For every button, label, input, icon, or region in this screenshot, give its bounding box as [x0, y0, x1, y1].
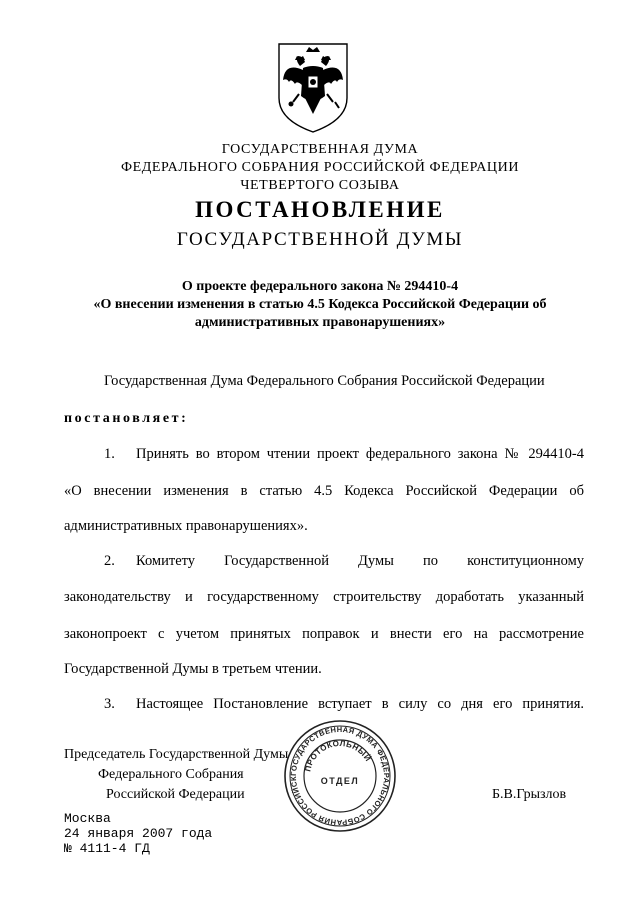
header-line-duma: ГОСУДАРСТВЕННАЯ ДУМА	[221, 142, 419, 157]
signatory-title-line-2: Федерального Собрания	[98, 767, 244, 782]
item-1-number: 1.	[104, 446, 115, 462]
stamp-ring-text: ГОСУДАРСТВЕННАЯ ДУМА ФЕДЕРАЛЬНОГО СОБРАНИЯ РОССИЙСК	[288, 724, 392, 828]
subject-line-2: «О внесении изменения в статью 4.5 Кодекса Российской Федерации об	[93, 297, 547, 312]
item-2-line: законопроект с учетом принятых поправок и внести его на рассмотрение	[64, 626, 584, 642]
header-line-assembly: ФЕДЕРАЛЬНОГО СОБРАНИЯ РОССИЙСКОЙ ФЕДЕРАЦИИ	[120, 160, 520, 175]
item-2-number: 2.	[104, 553, 115, 569]
signatory-title-line-3: Российской Федерации	[106, 787, 245, 802]
item-1-line: административных правонарушениях».	[64, 518, 308, 534]
signatory-name: Б.В.Грызлов	[492, 787, 567, 802]
signatory-title-line-1: Председатель Государственной Думы	[64, 747, 289, 762]
item-1-line: «О внесении изменения в статью 4.5 Кодекса Российской Федерации об	[64, 483, 584, 499]
stamp-inner-text: ПРОТОКОЛЬНЫЙ	[303, 738, 373, 773]
subject-line-1: О проекте федерального закона № 294410-4	[181, 279, 459, 294]
item-2-line: законодательству и государственному строительству доработать указанный	[64, 589, 584, 605]
footer-city: Москва	[64, 811, 111, 826]
footer-date: 24 января 2007 года	[64, 826, 213, 841]
round-seal-icon	[282, 718, 398, 834]
item-3-number: 3.	[104, 696, 115, 712]
preamble-verb: постановляет:	[64, 411, 189, 426]
document-subtitle: ГОСУДАРСТВЕННОЙ ДУМЫ	[176, 229, 464, 250]
preamble-text: Государственная Дума Федерального Собрания Российской Федерации	[104, 373, 545, 389]
subject-line-3: административных правонарушениях»	[194, 315, 446, 330]
svg-text:ПРОТОКОЛЬНЫЙ	[303, 739, 372, 773]
eagle-icon	[273, 40, 353, 135]
stamp-center-text: ОТДЕЛ	[320, 776, 360, 786]
item-3-line: Настоящее Постановление вступает в силу со дня его принятия.	[136, 696, 584, 712]
footer-number: № 4111-4 ГД	[64, 841, 150, 856]
item-2-line: Государственной Думы в третьем чтении.	[64, 661, 322, 677]
coat-of-arms-emblem	[273, 40, 353, 135]
item-1-line: Принять во втором чтении проект федерального закона № 294410-4	[136, 446, 584, 462]
header-line-convocation: ЧЕТВЕРТОГО СОЗЫВА	[240, 178, 400, 193]
document-title: ПОСТАНОВЛЕНИЕ	[195, 197, 445, 222]
item-2-line: Комитету Государственной Думы по конституционному	[136, 553, 584, 569]
official-stamp	[282, 718, 398, 834]
svg-text:ГОСУДАРСТВЕННАЯ ДУМА ФЕДЕРАЛЬН	[282, 718, 391, 827]
